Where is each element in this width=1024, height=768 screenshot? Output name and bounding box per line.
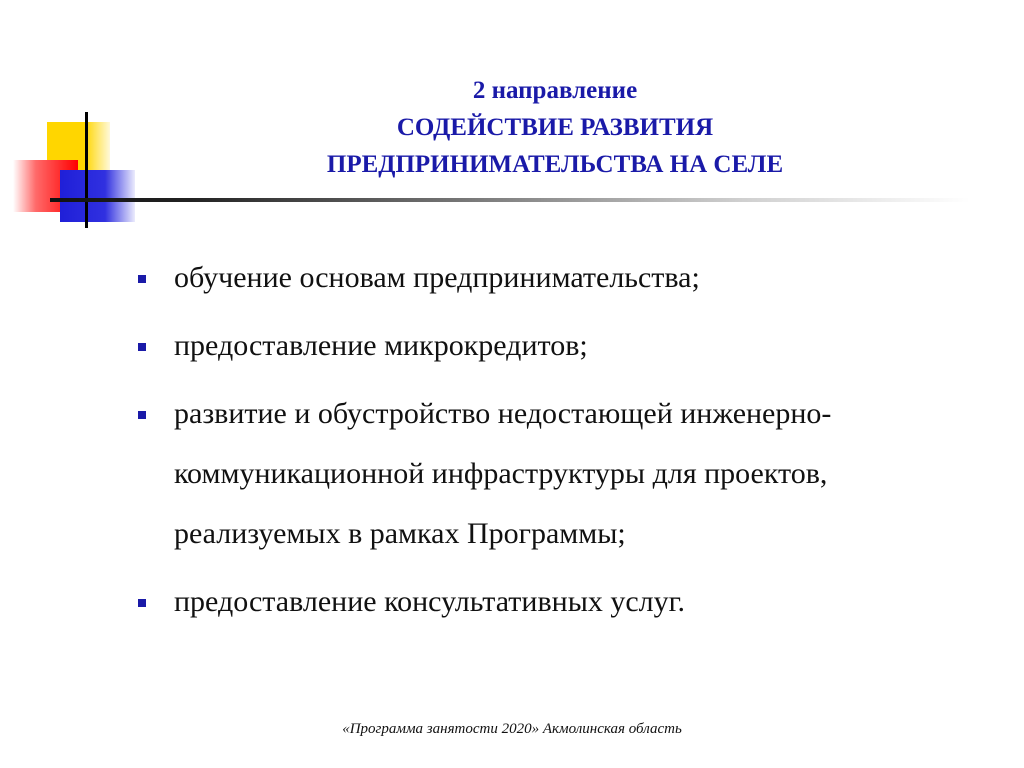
footer-text: «Программа занятости 2020» Акмолинская область bbox=[342, 721, 682, 737]
bullet-text: предоставление микрокредитов; bbox=[174, 329, 588, 362]
bullet-item-3 bbox=[134, 384, 994, 564]
bullet-item-1 bbox=[134, 248, 994, 308]
bullet-marker-icon bbox=[138, 411, 146, 419]
title-underline bbox=[50, 198, 970, 202]
bullet-list bbox=[134, 248, 994, 640]
blue-square-decoration bbox=[60, 170, 135, 222]
bullet-item-4 bbox=[134, 572, 994, 632]
vertical-line-decoration bbox=[85, 112, 88, 228]
bullet-marker-icon bbox=[138, 599, 146, 607]
title-line-3: ПРЕДПРИНИМАТЕЛЬСТВА НА СЕЛЕ bbox=[326, 151, 784, 178]
corner-decoration bbox=[0, 0, 160, 240]
title-line-2: СОДЕЙСТВИЕ РАЗВИТИЯ bbox=[396, 114, 714, 141]
bullet-text: развитие и обустройство недостающей инженерно-коммуникационной инфраструктуры для проектов, реализуемых в рамках Программы; bbox=[174, 397, 832, 550]
bullet-marker-icon bbox=[138, 275, 146, 283]
slide-title bbox=[200, 72, 910, 183]
bullet-marker-icon bbox=[138, 343, 146, 351]
bullet-text: обучение основам предпринимательства; bbox=[174, 261, 700, 294]
title-line-1: 2 направление bbox=[472, 77, 638, 104]
bullet-text: предоставление консультативных услуг. bbox=[174, 585, 686, 618]
bullet-item-2 bbox=[134, 316, 994, 376]
